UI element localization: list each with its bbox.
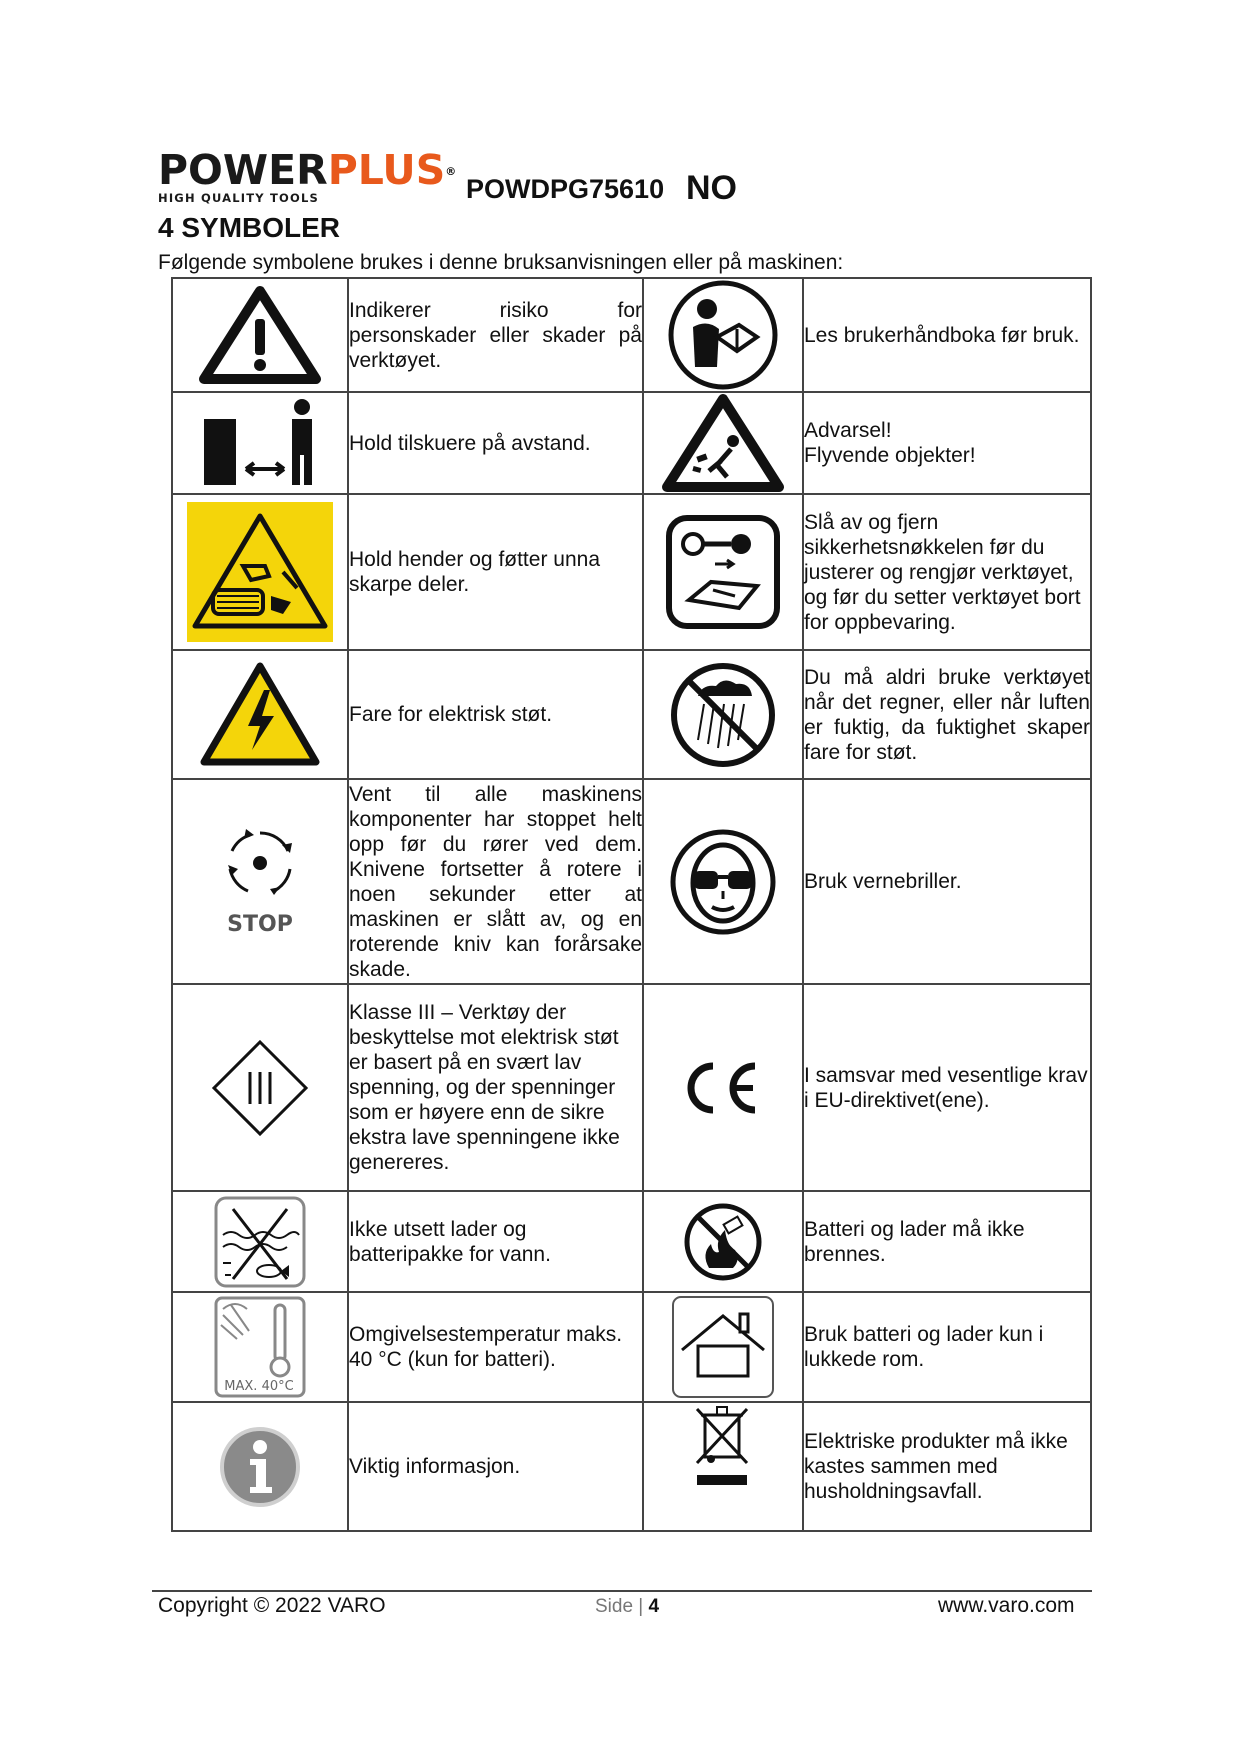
footer-divider xyxy=(152,1590,1092,1592)
brand-logo xyxy=(158,146,457,205)
model-number: POWDPG75610 xyxy=(466,174,665,204)
no-rain-icon xyxy=(643,650,803,779)
symbol-description: Du må aldri bruke verktøyet når det regner, eller når luften er fuktig, da fuktighet skaper fare for støt. xyxy=(803,650,1091,779)
no-water-icon xyxy=(172,1191,348,1292)
warning-subtitle: Flyvende objekter! xyxy=(804,444,976,467)
max-temperature-label: MAX. 40°C xyxy=(224,1379,294,1394)
symbol-description: Batteri og lader må ikke brennes. xyxy=(803,1191,1091,1292)
table-row xyxy=(172,494,1091,650)
symbols-table xyxy=(171,277,1092,1532)
symbol-description: Viktig informasjon. xyxy=(348,1402,643,1531)
info-icon xyxy=(172,1402,348,1531)
table-row xyxy=(172,779,1091,984)
section-intro: Følgende symbolene brukes i denne bruksanvisningen eller på maskinen: xyxy=(158,251,844,274)
footer-page-label: Side | xyxy=(595,1596,644,1617)
ce-mark-icon xyxy=(643,984,803,1191)
symbol-description xyxy=(803,392,1091,494)
symbol-description: Bruk batteri og lader kun i lukkede rom. xyxy=(803,1292,1091,1402)
symbol-description: Slå av og fjern sikkerhetsnøkkelen før du justerer og rengjør verktøyet, og før du setter verktøyet bort for oppbevaring. xyxy=(803,494,1091,650)
section-heading: 4 SYMBOLER xyxy=(158,212,341,243)
symbol-description: Hold tilskuere på avstand. xyxy=(348,392,643,494)
logo-power-text: POWER xyxy=(158,146,328,194)
symbol-description: Ikke utsett lader og batteripakke for vann. xyxy=(348,1191,643,1292)
logo-tagline: HIGH QUALITY TOOLS xyxy=(158,191,320,205)
table-row xyxy=(172,1402,1091,1531)
footer-page xyxy=(595,1596,659,1618)
read-manual-icon xyxy=(643,278,803,392)
table-row xyxy=(172,650,1091,779)
symbol-description: Fare for elektrisk støt. xyxy=(348,650,643,779)
footer-page-number: 4 xyxy=(648,1596,660,1617)
max-temperature-icon xyxy=(172,1292,348,1402)
keep-bystanders-away-icon xyxy=(172,392,348,494)
table-row xyxy=(172,392,1091,494)
table-row xyxy=(172,984,1091,1191)
safety-glasses-icon xyxy=(643,779,803,984)
flying-objects-warning-icon xyxy=(643,392,803,494)
indoor-use-only-icon xyxy=(643,1292,803,1402)
table-row xyxy=(172,1191,1091,1292)
logo-registered-mark: ® xyxy=(445,165,457,178)
remove-safety-key-icon xyxy=(643,494,803,650)
symbol-description: Omgivelsestemperatur maks. 40 °C (kun for batteri). xyxy=(348,1292,643,1402)
table-row xyxy=(172,1292,1091,1402)
language-code: NO xyxy=(686,169,737,207)
symbol-description: Vent til alle maskinens komponenter har stoppet helt opp før du rører ved dem. Knivene fortsetter å rotere i noen sekunder etter at maskinen er slått av, og en roterende kniv kan forårsake skade. xyxy=(348,779,643,984)
weee-bin-icon xyxy=(643,1402,803,1531)
general-warning-icon xyxy=(172,278,348,392)
symbol-description: Les brukerhåndboka før bruk. xyxy=(803,278,1091,392)
symbol-description: I samsvar med vesentlige krav i EU-direktivet(ene). xyxy=(803,984,1091,1191)
class-iii-icon xyxy=(172,984,348,1191)
symbol-description: Hold hender og føtter unna skarpe deler. xyxy=(348,494,643,650)
footer-website: www.varo.com xyxy=(938,1594,1075,1617)
logo-plus-text: PLUS xyxy=(327,146,446,194)
sharp-blades-warning-icon xyxy=(172,494,348,650)
table-row xyxy=(172,278,1091,392)
electric-shock-warning-icon xyxy=(172,650,348,779)
symbol-description: Indikerer risiko for personskader eller skader på verktøyet. xyxy=(348,278,643,392)
no-burning-battery-icon xyxy=(643,1191,803,1292)
wait-for-stop-icon xyxy=(172,779,348,984)
symbol-description: Bruk vernebriller. xyxy=(803,779,1091,984)
stop-label: STOP xyxy=(227,911,293,937)
warning-title: Advarsel! xyxy=(804,419,892,442)
symbol-description: Elektriske produkter må ikke kastes sammen med husholdningsavfall. xyxy=(803,1402,1091,1531)
footer-copyright: Copyright © 2022 VARO xyxy=(158,1594,386,1617)
symbol-description: Klasse III – Verktøy der beskyttelse mot elektrisk støt er basert på en svært lav spenning, og der spenninger som er høyere enn de sikre ekstra lave spenningene ikke genereres. xyxy=(348,984,643,1191)
